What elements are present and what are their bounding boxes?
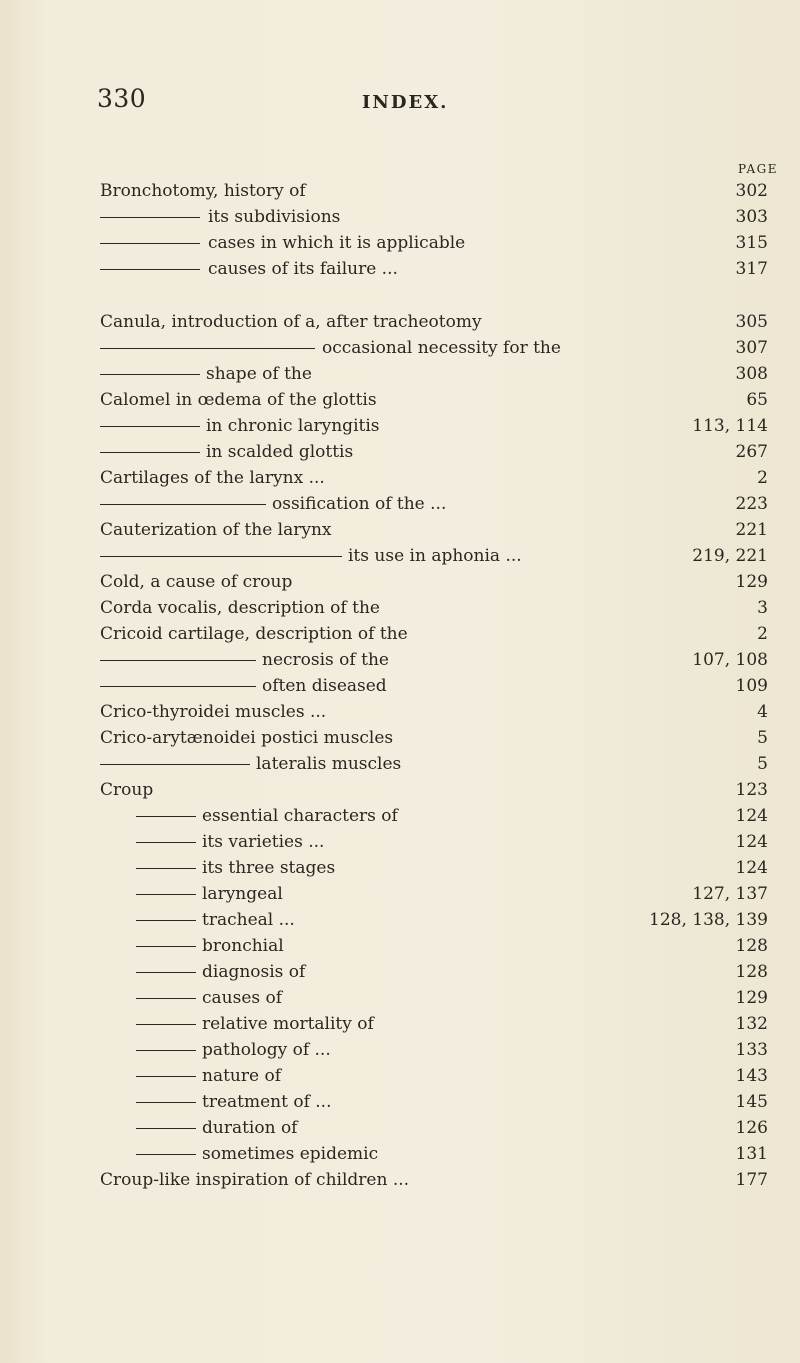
index-entry [0,388,800,412]
entry-pages: 5 [757,754,768,774]
ditto-rule [136,1154,196,1155]
entry-pages: 223 [735,494,768,514]
entry-pages: 129 [735,572,768,592]
ditto-rule [100,348,315,349]
entry-label: Bronchotomy, history of [100,181,306,201]
entry-label: tracheal ... [202,910,295,930]
index-entry [0,231,800,255]
entry-label: often diseased [262,676,387,696]
entry-pages: 2 [757,624,768,644]
ditto-rule [100,426,200,427]
index-entry [0,205,800,229]
index-entry [0,960,800,984]
ditto-rule [136,1076,196,1077]
entry-pages: 124 [735,806,768,826]
ditto-rule [100,217,200,218]
ditto-rule [136,1102,196,1103]
entry-pages: 219, 221 [692,546,768,566]
index-entry [0,986,800,1010]
entry-label: nature of [202,1066,281,1086]
index-entry [0,804,800,828]
entry-pages: 305 [735,312,768,332]
entry-pages: 4 [757,702,768,722]
index-entry [0,856,800,880]
ditto-rule [136,998,196,999]
entry-label: relative mortality of [202,1014,374,1034]
entry-label: bronchial [202,936,284,956]
entry-label: its subdivisions [208,207,341,227]
entry-pages: 143 [735,1066,768,1086]
index-entry [0,466,800,490]
index-entry [0,1142,800,1166]
entry-pages: 5 [757,728,768,748]
entry-label: Calomel in œdema of the glottis [100,390,377,410]
entry-pages: 308 [735,364,768,384]
page-number: 330 [97,84,147,113]
entry-label: essential characters of [202,806,398,826]
index-entry [0,726,800,750]
index-entry [0,310,800,334]
index-entry [0,882,800,906]
index-entry [0,622,800,646]
index-entry [0,440,800,464]
entry-label: pathology of ... [202,1040,331,1060]
entry-pages: 315 [735,233,768,253]
index-entry [0,336,800,360]
entry-pages: 307 [735,338,768,358]
entry-label: occasional necessity for the [322,338,561,358]
page-column-heading: PAGE [738,162,778,176]
entry-label: necrosis of the [262,650,389,670]
ditto-rule [136,1024,196,1025]
entry-pages: 221 [735,520,768,540]
index-entry [0,1038,800,1062]
ditto-rule [136,946,196,947]
entry-label: its varieties ... [202,832,325,852]
entry-pages: 65 [746,390,768,410]
entry-label: Crico-thyroidei muscles ... [100,702,327,722]
index-entry [0,1090,800,1114]
entry-pages: 302 [735,181,768,201]
index-entry [0,596,800,620]
ditto-rule [136,920,196,921]
entry-pages: 128, 138, 139 [649,910,768,930]
index-entry [0,414,800,438]
entry-pages: 303 [735,207,768,227]
ditto-rule [136,868,196,869]
index-entry [0,257,800,281]
ditto-rule [100,374,200,375]
index-entry [0,570,800,594]
entry-label: Croup [100,780,154,800]
index-entry [0,934,800,958]
entry-label: in chronic laryngitis [206,416,380,436]
index-entry [0,492,800,516]
entry-pages: 3 [757,598,768,618]
ditto-rule [100,452,200,453]
ditto-rule [136,972,196,973]
index-entry [0,1116,800,1140]
entry-pages: 124 [735,832,768,852]
entry-pages: 128 [735,962,768,982]
ditto-rule [136,816,196,817]
ditto-rule [100,556,342,557]
entry-pages: 124 [735,858,768,878]
entry-label: Croup-like inspiration of children ... [100,1170,410,1190]
ditto-rule [100,686,256,687]
entry-label: causes of its failure ... [208,259,398,279]
entry-pages: 107, 108 [692,650,768,670]
entry-pages: 145 [735,1092,768,1112]
entry-label: in scalded glottis [206,442,354,462]
entry-label: causes of [202,988,283,1008]
entry-pages: 2 [757,468,768,488]
entry-pages: 113, 114 [692,416,768,436]
ditto-rule [100,243,200,244]
index-entry [0,830,800,854]
index-entry [0,1168,800,1192]
entry-pages: 132 [735,1014,768,1034]
ditto-rule [136,894,196,895]
entry-label: sometimes epidemic [202,1144,379,1164]
index-entry [0,752,800,776]
entry-label: Cauterization of the larynx [100,520,332,540]
entry-label: Crico-arytænoidei postici muscles [100,728,394,748]
index-entry [0,1012,800,1036]
index-entry [0,778,800,802]
ditto-rule [136,842,196,843]
entry-label: ossification of the ... [272,494,447,514]
index-entry [0,362,800,386]
entry-label: treatment of ... [202,1092,332,1112]
entry-pages: 126 [735,1118,768,1138]
entry-label: duration of [202,1118,298,1138]
ditto-rule [136,1128,196,1129]
entry-pages: 177 [735,1170,768,1190]
entry-pages: 128 [735,936,768,956]
entry-label: shape of the [206,364,312,384]
ditto-rule [100,764,250,765]
entry-label: its three stages [202,858,336,878]
index-entry [0,544,800,568]
entry-label: Cartilages of the larynx ... [100,468,325,488]
entry-label: its use in aphonia ... [348,546,522,566]
entry-label: Cold, a cause of croup [100,572,293,592]
index-entry [0,674,800,698]
entry-pages: 133 [735,1040,768,1060]
entry-label: Cricoid cartilage, description of the [100,624,408,644]
running-head: INDEX. [362,92,449,113]
ditto-rule [100,504,266,505]
entry-pages: 131 [735,1144,768,1164]
entry-pages: 127, 137 [692,884,768,904]
index-entry [0,648,800,672]
index-entry [0,908,800,932]
entry-pages: 109 [735,676,768,696]
ditto-rule [136,1050,196,1051]
index-entry [0,700,800,724]
entry-pages: 317 [735,259,768,279]
entry-label: cases in which it is applicable [208,233,466,253]
entry-label: Corda vocalis, description of the [100,598,380,618]
entry-label: diagnosis of [202,962,306,982]
entry-label: Canula, introduction of a, after tracheotomy [100,312,482,332]
entry-pages: 129 [735,988,768,1008]
entry-label: laryngeal [202,884,283,904]
ditto-rule [100,660,256,661]
entry-label: lateralis muscles [256,754,402,774]
ditto-rule [100,269,200,270]
index-entry [0,179,800,203]
entry-pages: 267 [735,442,768,462]
entry-pages: 123 [735,780,768,800]
index-entry [0,518,800,542]
index-entry [0,1064,800,1088]
